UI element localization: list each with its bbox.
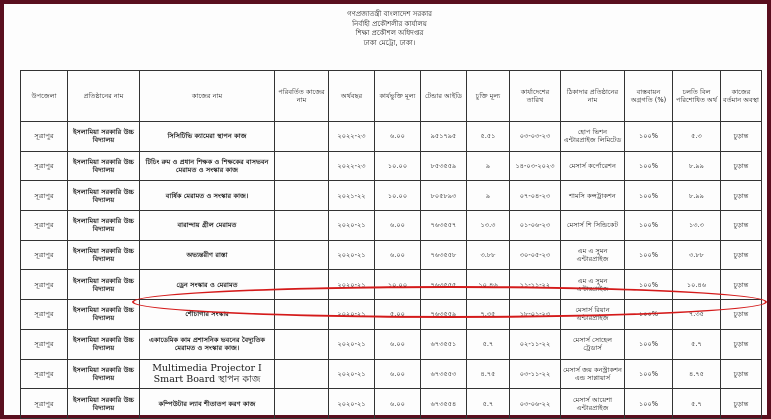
cell-contract-value: ৫.৭: [467, 389, 510, 419]
cell-estimate: ৬.০০: [375, 389, 421, 419]
cell-tender-id: ৬৭৩৫৫১: [421, 329, 467, 359]
cell-estimate: ৫.০০: [375, 300, 421, 330]
cell-tender-id: ৭৬৩৫৫৫: [421, 270, 467, 300]
cell-progress: ১০০%: [625, 359, 673, 389]
cell-changed-work: [275, 329, 329, 359]
cell-order-date: ০১-০৬-২৩: [510, 211, 561, 241]
cell-institution: ইসলামিয়া সরকারি উচ্চ বিদ্যালয়: [68, 151, 140, 181]
cell-fiscal-year: ২০২০-২১: [329, 211, 375, 241]
cell-paid-amount: ৮.৯৯: [673, 181, 721, 211]
cell-contract-value: ১০.৪৬: [467, 270, 510, 300]
table-row: [21, 181, 762, 211]
cell-order-date: ০৩-০৩-২৩: [510, 122, 561, 152]
column-header: চলতি বিল পরিশোধিত অর্থ: [673, 71, 721, 122]
column-header: পরিবর্তিত কাজের নাম: [275, 71, 329, 122]
document-header: [4, 10, 771, 48]
header-line-government: গণপ্রজাতন্ত্রী বাংলাদেশ সরকার: [347, 10, 432, 18]
cell-institution: ইসলামিয়া সরকারি উচ্চ বিদ্যালয়: [68, 359, 140, 389]
cell-status: চুড়ান্ত: [721, 329, 762, 359]
cell-work-name: বারান্দায় গ্রীল মেরামত: [140, 211, 275, 241]
cell-order-date: ০৩-০৬-২২: [510, 389, 561, 419]
table-row: [21, 122, 762, 152]
cell-fiscal-year: ২০২০-২১: [329, 329, 375, 359]
cell-institution: ইসলামিয়া সরকারি উচ্চ বিদ্যালয়: [68, 270, 140, 300]
table-row: [21, 151, 762, 181]
cell-status: চুড়ান্ত: [721, 122, 762, 152]
cell-progress: ১০০%: [625, 300, 673, 330]
cell-progress: ১০০%: [625, 122, 673, 152]
cell-work-name: টিচিং রুম ও প্রধান শিক্ষক ও শিক্ষকের বাসভবন মেরামত ও সংস্কার কাজ: [140, 151, 275, 181]
cell-tender-id: ৯৫১৭৯৫: [421, 122, 467, 152]
cell-changed-work: [275, 211, 329, 241]
cell-paid-amount: ৫.৩: [673, 122, 721, 152]
cell-contractor: এম এ সুমন এন্টারপ্রাইজ: [561, 240, 625, 270]
cell-order-date: ০৩-১১-২২: [510, 359, 561, 389]
cell-contractor: এম এ সুমন এন্টারপ্রাইজ: [561, 270, 625, 300]
cell-status: চুড়ান্ত: [721, 359, 762, 389]
cell-paid-amount: ৮.৯৯: [673, 151, 721, 181]
cell-fiscal-year: ২০২০-২১: [329, 240, 375, 270]
cell-institution: ইসলামিয়া সরকারি উচ্চ বিদ্যালয়: [68, 240, 140, 270]
column-header: চুক্তি মূল্য: [467, 71, 510, 122]
cell-order-date: ০৭-০৪-২৩: [510, 181, 561, 211]
cell-estimate: ১০.০০: [375, 270, 421, 300]
cell-work-name: বার্ষিক মেরামত ও সংস্কার কাজ।: [140, 181, 275, 211]
cell-tender-id: ৭৬৩৫৫৯: [421, 300, 467, 330]
cell-contractor: হোপ ভিশন এন্টারপ্রাইজ লিমিটেড: [561, 122, 625, 152]
cell-work-name: শৌচাগার সংস্কার: [140, 300, 275, 330]
cell-paid-amount: ৫.৭: [673, 329, 721, 359]
table-header-row: [21, 71, 762, 122]
cell-tender-id: ৬৭৩৫৫৪: [421, 389, 467, 419]
cell-upazila: সূত্রাপুর: [21, 240, 68, 270]
cell-work-name: সিসিটিভি ক্যামেরা স্থাপন কাজ: [140, 122, 275, 152]
cell-contract-value: ১৩.৩: [467, 211, 510, 241]
cell-progress: ১০০%: [625, 270, 673, 300]
cell-contract-value: ৯: [467, 181, 510, 211]
cell-fiscal-year: ২০২০-২১: [329, 270, 375, 300]
cell-fiscal-year: ২০২২-২৩: [329, 151, 375, 181]
cell-contractor: মেসার্স আয়েশা এন্টারপ্রাইজ: [561, 389, 625, 419]
cell-upazila: সূত্রাপুর: [21, 122, 68, 152]
cell-upazila: সূত্রাপুর: [21, 151, 68, 181]
table-row: [21, 211, 762, 241]
cell-contractor: মেসার্স সোহেল ট্রেডার্স: [561, 329, 625, 359]
cell-institution: ইসলামিয়া সরকারি উচ্চ বিদ্যালয়: [68, 122, 140, 152]
cell-tender-id: ৮০৫৮৯৩: [421, 181, 467, 211]
cell-upazila: সূত্রাপুর: [21, 270, 68, 300]
cell-estimate: ১০.০০: [375, 151, 421, 181]
cell-institution: ইসলামিয়া সরকারি উচ্চ বিদ্যালয়: [68, 389, 140, 419]
cell-estimate: ৬.০০: [375, 359, 421, 389]
cell-tender-id: ৬৭৩৫৫৩: [421, 359, 467, 389]
cell-estimate: ৬.০০: [375, 329, 421, 359]
cell-contractor: মেসার্স কর্পোরেশন: [561, 151, 625, 181]
cell-changed-work: [275, 151, 329, 181]
cell-changed-work: [275, 122, 329, 152]
cell-estimate: ৬.০০: [375, 122, 421, 152]
cell-order-date: ১১-১১-২২: [510, 270, 561, 300]
table-row: [21, 329, 762, 359]
cell-contractor: মেসার্স শি সিন্ডিকেট: [561, 211, 625, 241]
cell-contractor: মেসার্স জয় কনস্ট্রাকশন এন্ড সাপ্লায়ার্স: [561, 359, 625, 389]
cell-upazila: সূত্রাপুর: [21, 389, 68, 419]
cell-status: চুড়ান্ত: [721, 389, 762, 419]
cell-fiscal-year: ২০২০-২১: [329, 300, 375, 330]
cell-upazila: সূত্রাপুর: [21, 329, 68, 359]
column-header: কাজের বর্তমান অবস্থা: [721, 71, 762, 122]
column-header: প্রতিষ্ঠানের নাম: [68, 71, 140, 122]
cell-institution: ইসলামিয়া সরকারি উচ্চ বিদ্যালয়: [68, 329, 140, 359]
column-header: উপজেলা: [21, 71, 68, 122]
cell-tender-id: ৮৫৩৫৫৯: [421, 151, 467, 181]
cell-work-name: একাডেমিক কাম প্রশাসনিক ভবনের বৈদ্যুতিক মেরামত ও সংস্কার কাজ।: [140, 329, 275, 359]
header-line-location: ঢাকা মেট্রো, ঢাকা।: [363, 38, 416, 47]
cell-fiscal-year: ২০২১-২২: [329, 181, 375, 211]
column-header: টেন্ডার আইডি: [421, 71, 467, 122]
cell-paid-amount: ৩.৮৮: [673, 240, 721, 270]
cell-contract-value: ৭.৩৫: [467, 300, 510, 330]
cell-paid-amount: ৪.৭৫: [673, 359, 721, 389]
cell-contractor: মেসার্স রিয়ান এন্টারপ্রাইজ: [561, 300, 625, 330]
cell-contract-value: ৫.৫১: [467, 122, 510, 152]
cell-work-name: Multimedia Projector I Smart Board স্থাপন কাজ: [140, 359, 275, 389]
cell-paid-amount: ৭.৩৫: [673, 300, 721, 330]
cell-estimate: ১০.০০: [375, 181, 421, 211]
cell-institution: ইসলামিয়া সরকারি উচ্চ বিদ্যালয়: [68, 181, 140, 211]
cell-status: চুড়ান্ত: [721, 181, 762, 211]
cell-fiscal-year: ২০২০-২১: [329, 359, 375, 389]
table-row: [21, 240, 762, 270]
cell-upazila: সূত্রাপুর: [21, 181, 68, 211]
cell-order-date: ০২-১১-২২: [510, 329, 561, 359]
cell-contract-value: ৩.৮৮: [467, 240, 510, 270]
cell-contractor: শামসি কন্সট্রাকশন: [561, 181, 625, 211]
cell-contract-value: ৫.৭: [467, 329, 510, 359]
cell-paid-amount: ১০.৪৬: [673, 270, 721, 300]
cell-changed-work: [275, 359, 329, 389]
cell-status: চুড়ান্ত: [721, 240, 762, 270]
column-header: ঠিকাদার প্রতিষ্ঠানের নাম: [561, 71, 625, 122]
cell-status: চুড়ান্ত: [721, 270, 762, 300]
cell-estimate: ৬.০০: [375, 211, 421, 241]
table-row: [21, 389, 762, 419]
cell-paid-amount: ৫.৭: [673, 389, 721, 419]
cell-status: চুড়ান্ত: [721, 300, 762, 330]
cell-institution: ইসলামিয়া সরকারি উচ্চ বিদ্যালয়: [68, 300, 140, 330]
cell-status: চুড়ান্ত: [721, 211, 762, 241]
cell-status: চুড়ান্ত: [721, 151, 762, 181]
cell-work-name: অভ্যন্তরীণ রাস্তা: [140, 240, 275, 270]
red-highlight-circle: [132, 286, 767, 318]
header-line-office: নির্বাহী প্রকৌশলীর কার্যালয়: [352, 19, 427, 28]
project-table: [20, 70, 762, 419]
cell-institution: ইসলামিয়া সরকারি উচ্চ বিদ্যালয়: [68, 211, 140, 241]
cell-work-name: ড্রেন সংস্কার ও মেরামত: [140, 270, 275, 300]
cell-progress: ১০০%: [625, 211, 673, 241]
cell-fiscal-year: ২০২২-২৩: [329, 122, 375, 152]
column-header: কার্যাদেশের তারিখ: [510, 71, 561, 122]
cell-changed-work: [275, 240, 329, 270]
table-row: [21, 359, 762, 389]
cell-order-date: ১৪-০৩-২০২৩: [510, 151, 561, 181]
column-header: কাজের নাম: [140, 71, 275, 122]
cell-progress: ১০০%: [625, 389, 673, 419]
header-line-department: শিক্ষা প্রকৌশল অধিদপ্তর: [355, 29, 424, 37]
column-header: কার্যভুক্তি মূল্য: [375, 71, 421, 122]
cell-progress: ১০০%: [625, 240, 673, 270]
cell-estimate: ৬.০০: [375, 240, 421, 270]
cell-changed-work: [275, 181, 329, 211]
cell-contract-value: ৪.৭৫: [467, 359, 510, 389]
cell-work-name: কম্পিউটার ল্যাব শীতাতপ করণ কাজ: [140, 389, 275, 419]
cell-upazila: সূত্রাপুর: [21, 211, 68, 241]
cell-progress: ১০০%: [625, 151, 673, 181]
cell-changed-work: [275, 389, 329, 419]
cell-progress: ১০০%: [625, 329, 673, 359]
cell-fiscal-year: ২০২০-২১: [329, 389, 375, 419]
cell-tender-id: ৭৬৩৫৫৮: [421, 240, 467, 270]
cell-tender-id: ৭৬৩৫৫৭: [421, 211, 467, 241]
cell-paid-amount: ১৩.৩: [673, 211, 721, 241]
cell-progress: ১০০%: [625, 181, 673, 211]
cell-contract-value: ৯: [467, 151, 510, 181]
cell-upazila: সূত্রাপুর: [21, 300, 68, 330]
cell-order-date: ১৮-০১-২৩: [510, 300, 561, 330]
cell-upazila: সূত্রাপুর: [21, 359, 68, 389]
column-header: অর্থবছর: [329, 71, 375, 122]
cell-order-date: ৩০-০৫-২৩: [510, 240, 561, 270]
column-header: বাস্তবায়ন অগ্রগতি (%): [625, 71, 673, 122]
